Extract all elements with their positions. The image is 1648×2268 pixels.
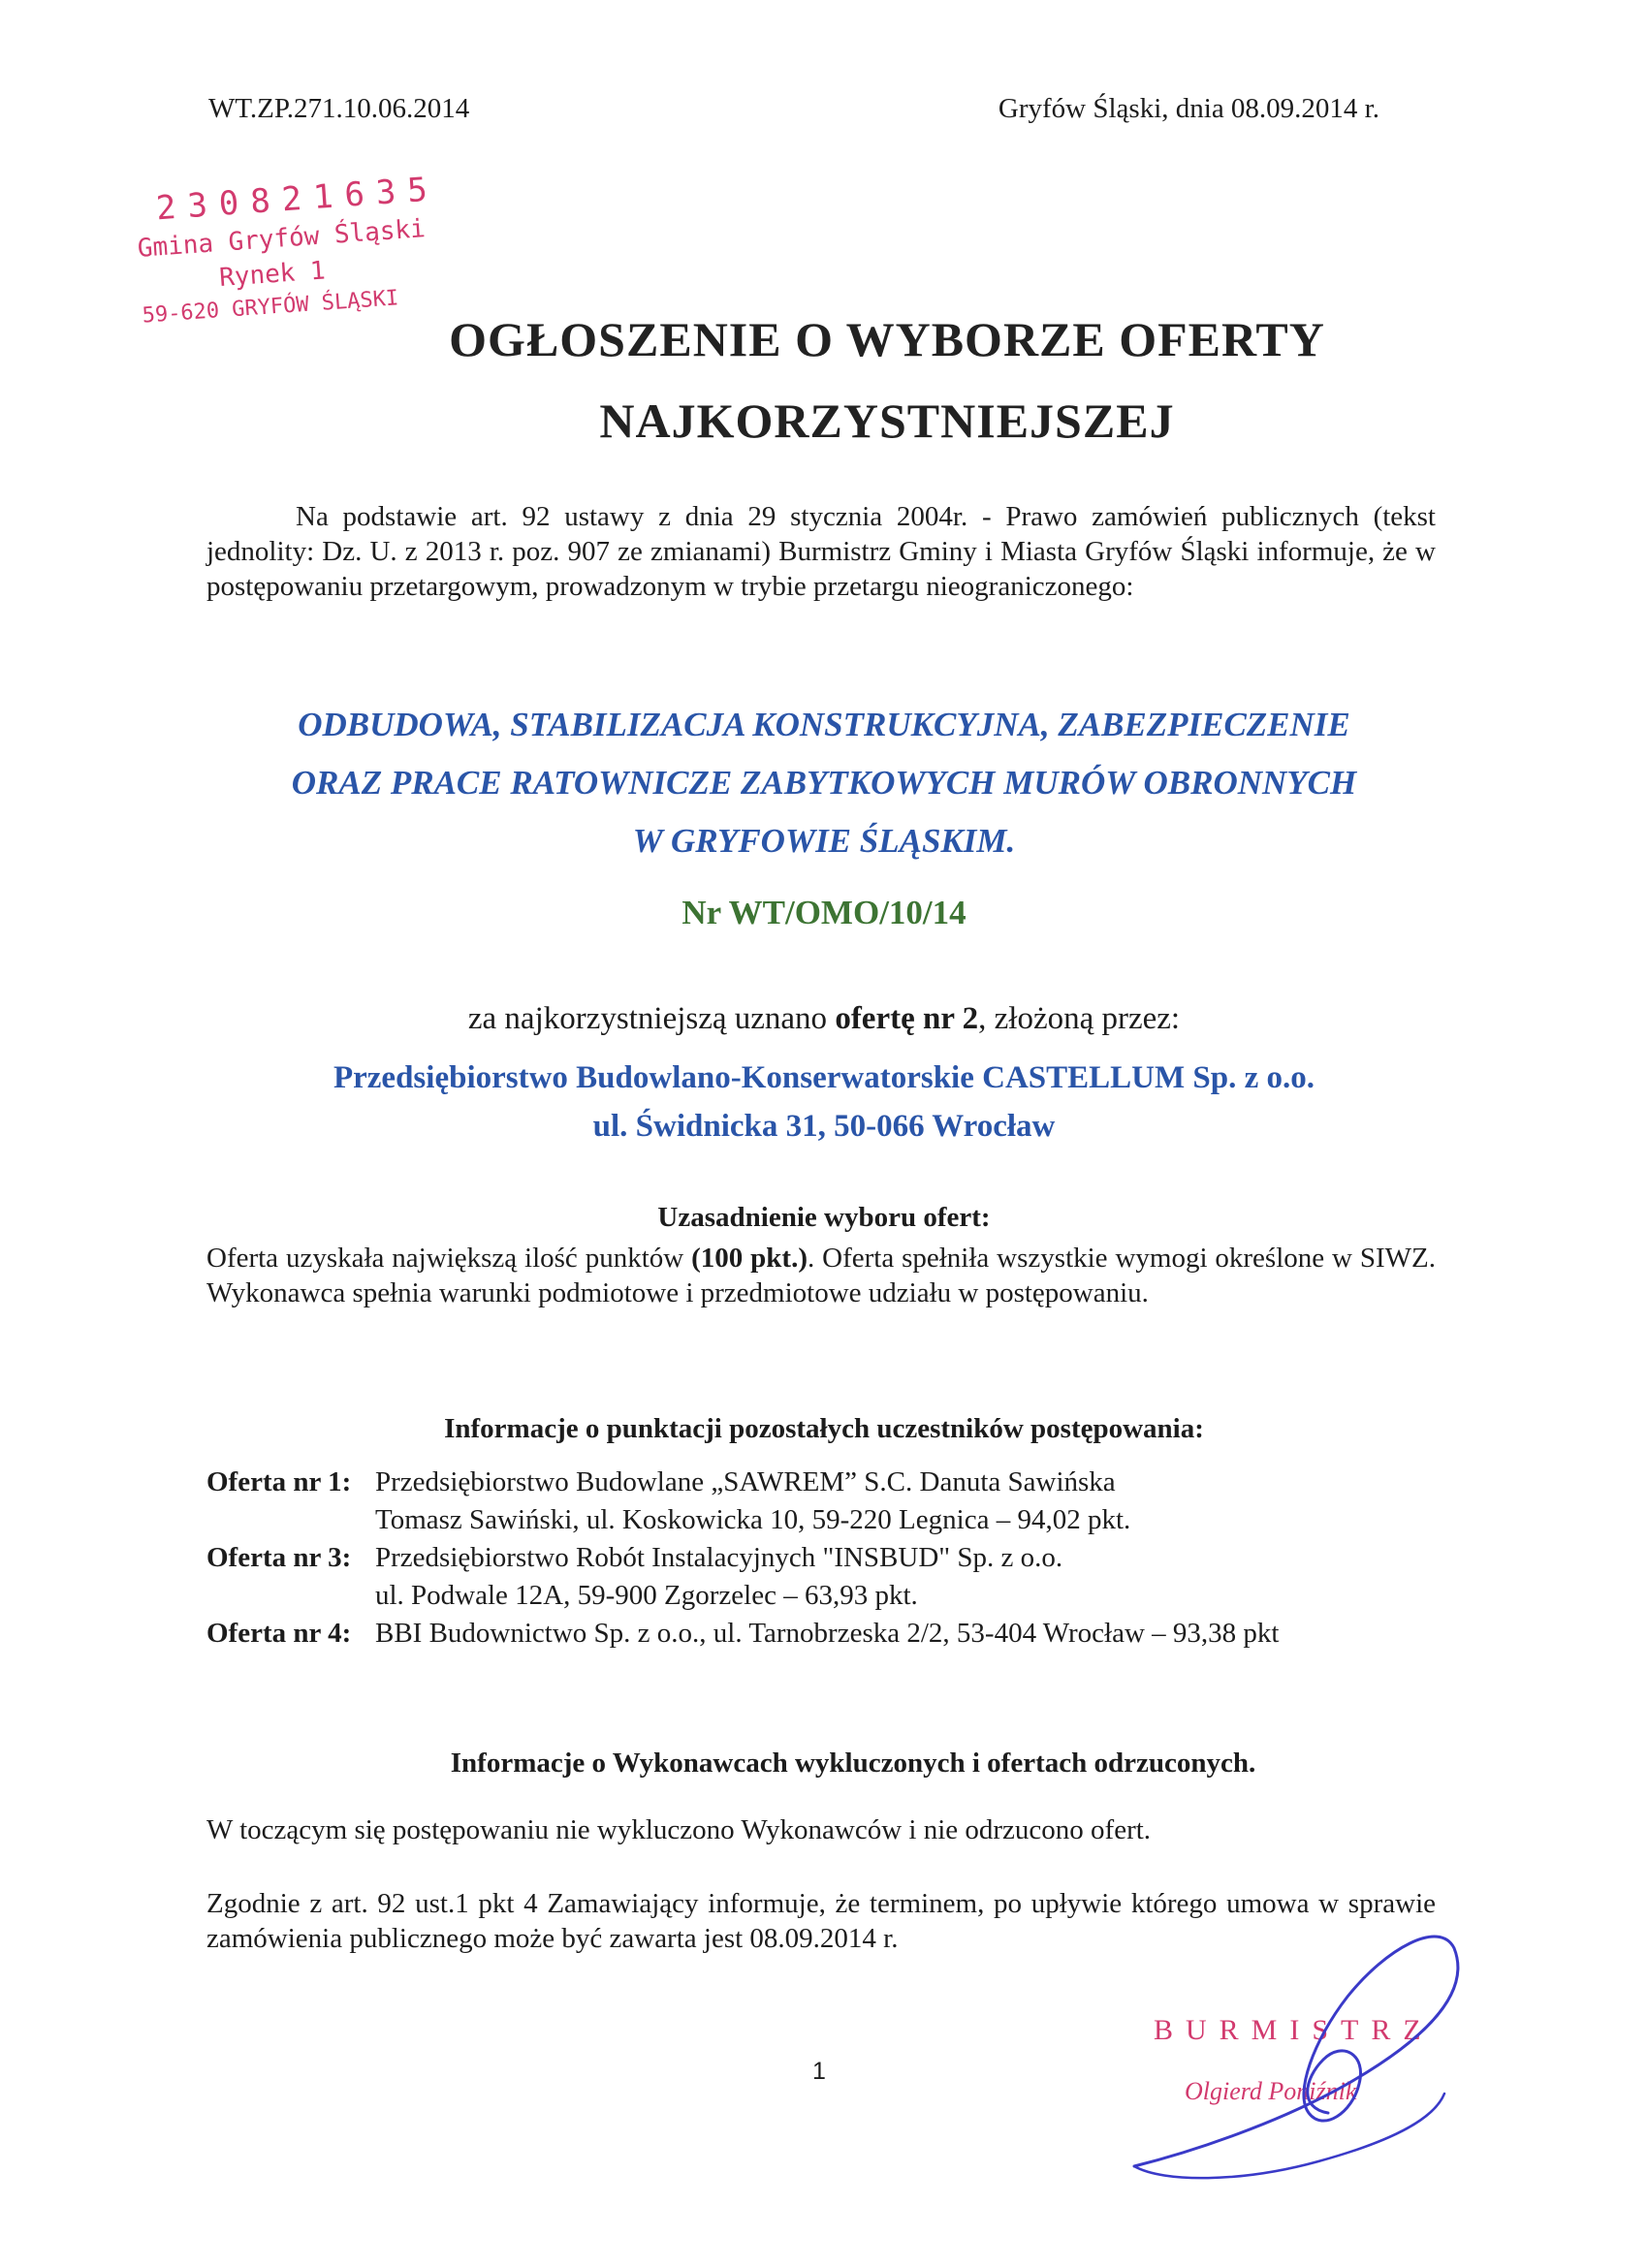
subject-line-3: W GRYFOWIE ŚLĄSKIM. [632, 822, 1016, 860]
winner-address: ul. Świdnicka 31, 50-066 Wrocław [592, 1109, 1056, 1144]
award-prefix: za najkorzystniejszą uznano [467, 1001, 828, 1036]
offer-text [375, 1539, 1467, 1615]
stamp-line-3: 59-620 GRYFÓW ŚLĄSKI [141, 286, 399, 329]
page-number: 1 [812, 2058, 826, 2085]
place-date: Gryfów Śląski, dnia 08.09.2014 r. [998, 93, 1379, 124]
reference-number: WT.ZP.271.10.06.2014 [208, 93, 470, 124]
offer-line-2: Tomasz Sawiński, ul. Koskowicka 10, 59-220 Legnica – 94,02 pkt. [375, 1504, 1131, 1535]
deadline-paragraph: Zgodnie z art. 92 ust.1 pkt 4 Zamawiający informuje, że terminem, po upływie którego umowa w sprawie zamówienia publicznego może być zawarta jest 08.09.2014 r. [206, 1888, 1436, 1954]
offer-line-1: Przedsiębiorstwo Robót Instalacyjnych "INSBUD" Sp. z o.o. [375, 1542, 1063, 1573]
justification-paragraph [206, 1241, 1436, 1310]
tender-number: Nr WT/OMO/10/14 [681, 894, 967, 931]
offer-label: Oferta nr 4: [206, 1618, 352, 1649]
offer-item [206, 1464, 1467, 1539]
document-title [281, 299, 1493, 461]
offer-line-2: ul. Podwale 12A, 59-900 Zgorzelec – 63,93 pkt. [375, 1580, 918, 1611]
subject-line-2: ORAZ PRACE RATOWNICZE ZABYTKOWYCH MURÓW OBRONNYCH [291, 764, 1357, 802]
offer-item [206, 1539, 1467, 1615]
offer-line-1: BBI Budownictwo Sp. z o.o., ul. Tarnobrzeska 2/2, 53-404 Wrocław – 93,38 pkt [375, 1618, 1280, 1649]
stamp-line-2: Rynek 1 [218, 256, 327, 294]
subject-line-1: ODBUDOWA, STABILIZACJA KONSTRUKCYJNA, ZABEZPIECZENIE [298, 706, 1350, 743]
award-offer: ofertę nr 2 [835, 1001, 979, 1036]
award-suffix: , złożoną przez: [978, 1001, 1181, 1036]
award-statement [165, 1001, 1483, 1037]
offer-text [375, 1615, 1467, 1653]
offer-item [206, 1615, 1467, 1653]
signature-name-stamp: Olgierd Poniźnik [1185, 2077, 1357, 2105]
stamp-number: 230821635 [154, 170, 441, 229]
stamp-line-1: Gmina Gryfów Śląski [136, 214, 427, 264]
title-line-1: OGŁOSZENIE O WYBORZE OFERTY [449, 312, 1325, 366]
winner-block [165, 1054, 1483, 1150]
tender-subject [165, 696, 1483, 870]
offer-text [375, 1464, 1467, 1539]
justification-heading: Uzasadnienie wyboru ofert: [657, 1202, 991, 1233]
offer-line-1: Przedsiębiorstwo Budowlane „SAWREM” S.C. Danuta Sawińska [375, 1466, 1116, 1497]
handwritten-signature [1105, 1929, 1493, 2190]
intro-paragraph: Na podstawie art. 92 ustawy z dnia 29 stycznia 2004r. - Prawo zamówień publicznych (tekst jednolity: Dz. U. z 2013 r. poz. 907 ze zmianami) Burmistrz Gminy i Miasta Gryfów Śląski informuje, że w postępowaniu przetargowym, prowadzonym w trybie przetargu nieograniczonego: [206, 501, 1436, 602]
winner-name: Przedsiębiorstwo Budowlano-Konserwatorskie CASTELLUM Sp. z o.o. [333, 1060, 1315, 1095]
excluded-paragraph: W toczącym się postępowaniu nie wykluczono Wykonawców i nie odrzucono ofert. [206, 1814, 1152, 1845]
justification-points: (100 pkt.) [691, 1243, 808, 1274]
excluded-heading: Informacje o Wykonawcach wykluczonych i ofertach odrzuconych. [450, 1748, 1256, 1779]
other-offers-list [206, 1464, 1467, 1653]
justification-text-after: . Oferta spełniła wszystkie wymogi określone w SIWZ. Wykonawca spełnia warunki podmiotowe i przedmiotowe udziału w postępowaniu. [206, 1243, 1436, 1308]
signature-title-stamp: BURMISTRZ [1154, 2014, 1434, 2046]
justification-text-before: Oferta uzyskała największą ilość punktów [206, 1243, 684, 1274]
title-line-2: NAJKORZYSTNIEJSZEJ [599, 394, 1175, 448]
offer-label: Oferta nr 1: [206, 1466, 352, 1497]
other-offers-heading: Informacje o punktacji pozostałych uczestników postępowania: [444, 1413, 1204, 1444]
offer-label: Oferta nr 3: [206, 1542, 352, 1573]
